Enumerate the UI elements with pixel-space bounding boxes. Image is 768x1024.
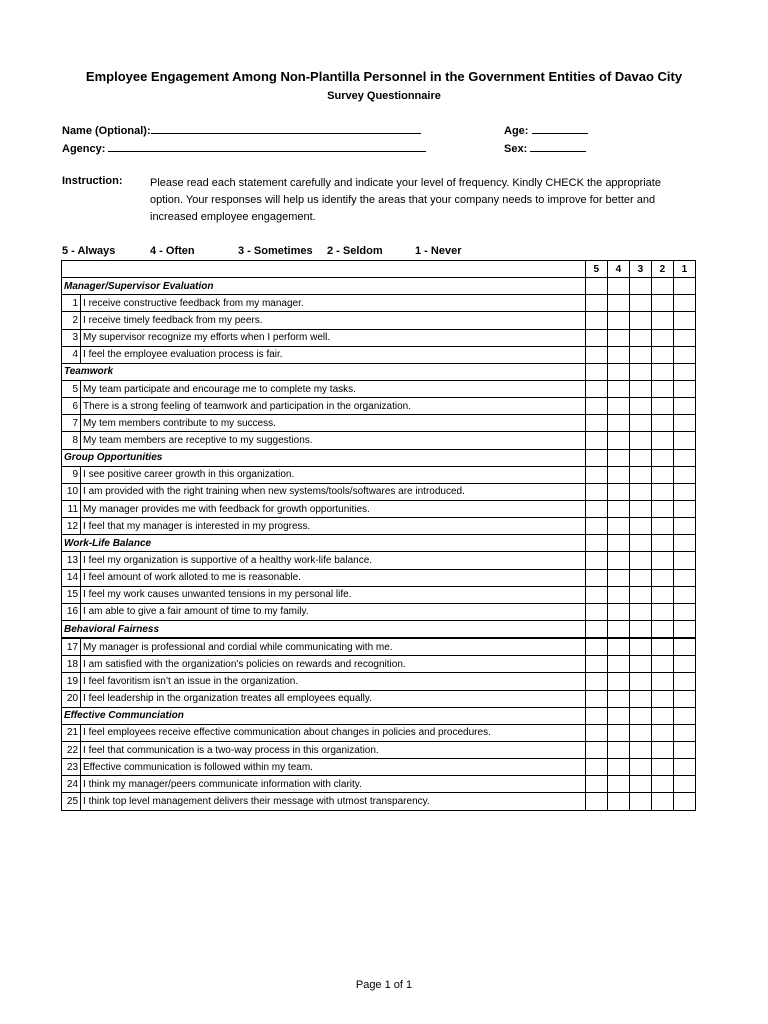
question-number: 10 <box>62 483 81 500</box>
rating-checkbox-4[interactable] <box>607 346 629 363</box>
rating-checkbox-4[interactable] <box>607 569 629 586</box>
rating-checkbox-1[interactable] <box>673 380 695 397</box>
legend-sometimes: 3 - Sometimes <box>238 245 313 257</box>
question-number: 23 <box>62 759 81 776</box>
section-blank-cell <box>629 363 651 380</box>
question-statement: I feel favoritism isn’t an issue in the organization. <box>81 673 586 690</box>
question-statement: I receive constructive feedback from my manager. <box>81 295 586 312</box>
rating-checkbox-1[interactable] <box>673 312 695 329</box>
name-label: Name (Optional): <box>62 125 151 137</box>
rating-checkbox-1[interactable] <box>673 398 695 415</box>
rating-checkbox-3[interactable] <box>629 724 651 741</box>
question-statement: I feel the employee evaluation process is fair. <box>81 346 586 363</box>
rating-checkbox-5[interactable] <box>585 741 607 758</box>
question-row <box>62 673 696 690</box>
scale-header-5: 5 <box>585 261 607 278</box>
section-row <box>62 707 696 724</box>
question-row <box>62 380 696 397</box>
question-statement: I feel my organization is supportive of a healthy work-life balance. <box>81 552 586 569</box>
section-row <box>62 363 696 380</box>
section-blank-cell <box>673 535 695 552</box>
rating-checkbox-5[interactable] <box>585 329 607 346</box>
section-blank-cell <box>629 535 651 552</box>
section-blank-cell <box>585 707 607 724</box>
rating-checkbox-5[interactable] <box>585 569 607 586</box>
rating-checkbox-5[interactable] <box>585 759 607 776</box>
rating-checkbox-5[interactable] <box>585 346 607 363</box>
rating-checkbox-5[interactable] <box>585 552 607 569</box>
rating-checkbox-4[interactable] <box>607 415 629 432</box>
rating-checkbox-3[interactable] <box>629 518 651 535</box>
rating-checkbox-4[interactable] <box>607 776 629 793</box>
rating-checkbox-1[interactable] <box>673 295 695 312</box>
rating-checkbox-1[interactable] <box>673 586 695 603</box>
rating-checkbox-5[interactable] <box>585 776 607 793</box>
rating-checkbox-5[interactable] <box>585 500 607 517</box>
rating-checkbox-5[interactable] <box>585 415 607 432</box>
question-number: 4 <box>62 346 81 363</box>
section-blank-cell <box>673 363 695 380</box>
sex-field <box>504 141 586 155</box>
rating-checkbox-2[interactable] <box>651 295 673 312</box>
question-row <box>62 741 696 758</box>
question-row <box>62 415 696 432</box>
section-blank-cell <box>673 449 695 466</box>
section-blank-cell <box>585 620 607 638</box>
question-number: 13 <box>62 552 81 569</box>
rating-checkbox-1[interactable] <box>673 759 695 776</box>
rating-checkbox-1[interactable] <box>673 776 695 793</box>
section-blank-cell <box>651 449 673 466</box>
rating-checkbox-1[interactable] <box>673 656 695 673</box>
legend-never: 1 - Never <box>415 245 462 257</box>
rating-checkbox-5[interactable] <box>585 432 607 449</box>
rating-checkbox-4[interactable] <box>607 380 629 397</box>
question-number: 1 <box>62 295 81 312</box>
rating-checkbox-3[interactable] <box>629 673 651 690</box>
section-blank-cell <box>651 707 673 724</box>
rating-checkbox-2[interactable] <box>651 500 673 517</box>
rating-checkbox-3[interactable] <box>629 741 651 758</box>
rating-checkbox-3[interactable] <box>629 603 651 620</box>
rating-checkbox-4[interactable] <box>607 329 629 346</box>
rating-checkbox-3[interactable] <box>629 586 651 603</box>
rating-checkbox-4[interactable] <box>607 432 629 449</box>
question-statement: I feel that communication is a two-way process in this organization. <box>81 741 586 758</box>
rating-checkbox-4[interactable] <box>607 586 629 603</box>
question-row <box>62 603 696 620</box>
rating-checkbox-3[interactable] <box>629 483 651 500</box>
rating-checkbox-3[interactable] <box>629 380 651 397</box>
rating-checkbox-3[interactable] <box>629 398 651 415</box>
rating-checkbox-4[interactable] <box>607 656 629 673</box>
question-row <box>62 638 696 656</box>
rating-checkbox-2[interactable] <box>651 638 673 656</box>
question-row <box>62 586 696 603</box>
question-statement: My manager is professional and cordial while communicating with me. <box>81 638 586 656</box>
rating-checkbox-5[interactable] <box>585 483 607 500</box>
section-blank-cell <box>607 449 629 466</box>
section-blank-cell <box>607 620 629 638</box>
rating-checkbox-2[interactable] <box>651 380 673 397</box>
rating-checkbox-4[interactable] <box>607 603 629 620</box>
rating-checkbox-3[interactable] <box>629 552 651 569</box>
question-statement: My team participate and encourage me to complete my tasks. <box>81 380 586 397</box>
rating-checkbox-3[interactable] <box>629 759 651 776</box>
rating-checkbox-1[interactable] <box>673 518 695 535</box>
rating-checkbox-5[interactable] <box>585 603 607 620</box>
rating-checkbox-3[interactable] <box>629 329 651 346</box>
rating-checkbox-3[interactable] <box>629 466 651 483</box>
rating-checkbox-2[interactable] <box>651 741 673 758</box>
rating-checkbox-4[interactable] <box>607 793 629 810</box>
survey-table <box>61 260 696 811</box>
rating-checkbox-4[interactable] <box>607 638 629 656</box>
section-row <box>62 535 696 552</box>
section-blank-cell <box>629 620 651 638</box>
question-statement: I feel that my manager is interested in my progress. <box>81 518 586 535</box>
rating-checkbox-2[interactable] <box>651 432 673 449</box>
question-number: 20 <box>62 690 81 707</box>
question-statement: I feel employees receive effective communication about changes in policies and procedures. <box>81 724 586 741</box>
question-row <box>62 483 696 500</box>
rating-checkbox-4[interactable] <box>607 724 629 741</box>
question-row <box>62 312 696 329</box>
section-title: Behavioral Fairness <box>62 620 586 638</box>
rating-checkbox-2[interactable] <box>651 603 673 620</box>
rating-checkbox-3[interactable] <box>629 569 651 586</box>
rating-checkbox-5[interactable] <box>585 398 607 415</box>
question-number: 11 <box>62 500 81 517</box>
rating-checkbox-2[interactable] <box>651 724 673 741</box>
rating-checkbox-2[interactable] <box>651 586 673 603</box>
rating-checkbox-2[interactable] <box>651 793 673 810</box>
section-row <box>62 620 696 638</box>
rating-checkbox-5[interactable] <box>585 586 607 603</box>
rating-checkbox-4[interactable] <box>607 398 629 415</box>
question-statement: I see positive career growth in this organization. <box>81 466 586 483</box>
rating-checkbox-1[interactable] <box>673 569 695 586</box>
section-blank-cell <box>585 449 607 466</box>
rating-checkbox-5[interactable] <box>585 793 607 810</box>
rating-checkbox-3[interactable] <box>629 312 651 329</box>
question-row <box>62 295 696 312</box>
question-row <box>62 793 696 810</box>
question-statement: I feel amount of work alloted to me is reasonable. <box>81 569 586 586</box>
instruction-text: Please read each statement carefully and indicate your level of frequency. Kindly CHECK the appropriate option. Your responses will help us identify the areas that your company needs to improve for better and increased employee engagement. <box>150 177 661 223</box>
rating-checkbox-2[interactable] <box>651 312 673 329</box>
question-statement: I think my manager/peers communicate information with clarity. <box>81 776 586 793</box>
rating-checkbox-2[interactable] <box>651 483 673 500</box>
question-number: 25 <box>62 793 81 810</box>
rating-checkbox-2[interactable] <box>651 569 673 586</box>
section-title: Group Opportunities <box>62 449 586 466</box>
question-row <box>62 466 696 483</box>
scale-header-1: 1 <box>673 261 695 278</box>
rating-checkbox-1[interactable] <box>673 741 695 758</box>
sex-input-line[interactable] <box>530 141 586 152</box>
rating-checkbox-3[interactable] <box>629 500 651 517</box>
section-blank-cell <box>629 278 651 295</box>
question-number: 16 <box>62 603 81 620</box>
question-number: 14 <box>62 569 81 586</box>
question-statement: I think top level management delivers their message with utmost transparency. <box>81 793 586 810</box>
question-row <box>62 656 696 673</box>
rating-checkbox-1[interactable] <box>673 793 695 810</box>
rating-checkbox-5[interactable] <box>585 673 607 690</box>
rating-checkbox-5[interactable] <box>585 690 607 707</box>
rating-checkbox-1[interactable] <box>673 690 695 707</box>
question-row <box>62 569 696 586</box>
header-blank-cell <box>62 261 586 278</box>
rating-checkbox-2[interactable] <box>651 346 673 363</box>
rating-checkbox-3[interactable] <box>629 415 651 432</box>
sex-label: Sex: <box>504 143 528 155</box>
rating-checkbox-2[interactable] <box>651 518 673 535</box>
rating-checkbox-1[interactable] <box>673 346 695 363</box>
section-blank-cell <box>607 535 629 552</box>
rating-checkbox-5[interactable] <box>585 518 607 535</box>
rating-checkbox-4[interactable] <box>607 673 629 690</box>
question-row <box>62 552 696 569</box>
question-statement: There is a strong feeling of teamwork and participation in the organization. <box>81 398 586 415</box>
rating-checkbox-1[interactable] <box>673 552 695 569</box>
rating-checkbox-3[interactable] <box>629 776 651 793</box>
agency-field <box>62 141 426 155</box>
rating-checkbox-5[interactable] <box>585 638 607 656</box>
rating-checkbox-1[interactable] <box>673 483 695 500</box>
question-row <box>62 690 696 707</box>
scale-header-2: 2 <box>651 261 673 278</box>
question-number: 19 <box>62 673 81 690</box>
rating-checkbox-3[interactable] <box>629 432 651 449</box>
rating-checkbox-2[interactable] <box>651 690 673 707</box>
rating-checkbox-3[interactable] <box>629 656 651 673</box>
rating-checkbox-5[interactable] <box>585 312 607 329</box>
section-blank-cell <box>629 449 651 466</box>
rating-checkbox-4[interactable] <box>607 466 629 483</box>
section-title: Manager/Supervisor Evaluation <box>62 278 586 295</box>
question-row <box>62 346 696 363</box>
question-number: 15 <box>62 586 81 603</box>
section-blank-cell <box>607 278 629 295</box>
section-blank-cell <box>651 278 673 295</box>
agency-label: Agency: <box>62 143 106 155</box>
question-number: 21 <box>62 724 81 741</box>
legend-always: 5 - Always <box>62 245 116 257</box>
question-row <box>62 432 696 449</box>
section-blank-cell <box>629 707 651 724</box>
instruction-label: Instruction: <box>62 175 123 187</box>
scale-header-4: 4 <box>607 261 629 278</box>
question-number: 5 <box>62 380 81 397</box>
section-blank-cell <box>585 535 607 552</box>
question-row <box>62 776 696 793</box>
legend-seldom: 2 - Seldom <box>327 245 383 257</box>
rating-checkbox-4[interactable] <box>607 741 629 758</box>
question-number: 8 <box>62 432 81 449</box>
question-statement: I receive timely feedback from my peers. <box>81 312 586 329</box>
rating-checkbox-1[interactable] <box>673 466 695 483</box>
legend-often: 4 - Often <box>150 245 195 257</box>
page-footer: Page 1 of 1 <box>355 979 413 991</box>
section-title: Effective Communciation <box>62 707 586 724</box>
question-number: 12 <box>62 518 81 535</box>
rating-checkbox-3[interactable] <box>629 638 651 656</box>
rating-checkbox-1[interactable] <box>673 329 695 346</box>
rating-checkbox-2[interactable] <box>651 656 673 673</box>
question-number: 2 <box>62 312 81 329</box>
agency-input-line[interactable] <box>108 141 426 152</box>
section-blank-cell <box>673 707 695 724</box>
rating-checkbox-5[interactable] <box>585 380 607 397</box>
rating-checkbox-5[interactable] <box>585 466 607 483</box>
rating-checkbox-4[interactable] <box>607 312 629 329</box>
question-statement: I am provided with the right training when new systems/tools/softwares are introduced. <box>81 483 586 500</box>
section-blank-cell <box>673 620 695 638</box>
rating-checkbox-1[interactable] <box>673 724 695 741</box>
name-field <box>62 123 421 137</box>
rating-checkbox-1[interactable] <box>673 673 695 690</box>
rating-checkbox-2[interactable] <box>651 759 673 776</box>
rating-checkbox-2[interactable] <box>651 398 673 415</box>
question-number: 24 <box>62 776 81 793</box>
question-number: 18 <box>62 656 81 673</box>
question-statement: My team members are receptive to my suggestions. <box>81 432 586 449</box>
section-row <box>62 449 696 466</box>
rating-checkbox-4[interactable] <box>607 295 629 312</box>
rating-checkbox-1[interactable] <box>673 638 695 656</box>
rating-checkbox-2[interactable] <box>651 552 673 569</box>
age-label: Age: <box>504 125 529 137</box>
question-statement: My supervisor recognize my efforts when I perform well. <box>81 329 586 346</box>
rating-checkbox-4[interactable] <box>607 552 629 569</box>
scale-header-row <box>62 261 696 278</box>
section-blank-cell <box>607 707 629 724</box>
question-statement: I am able to give a fair amount of time to my family. <box>81 603 586 620</box>
rating-checkbox-4[interactable] <box>607 759 629 776</box>
rating-checkbox-5[interactable] <box>585 656 607 673</box>
question-number: 9 <box>62 466 81 483</box>
section-title: Work-Life Balance <box>62 535 586 552</box>
scale-header-3: 3 <box>629 261 651 278</box>
rating-checkbox-2[interactable] <box>651 329 673 346</box>
question-statement: Effective communication is followed within my team. <box>81 759 586 776</box>
question-number: 17 <box>62 638 81 656</box>
rating-checkbox-5[interactable] <box>585 295 607 312</box>
section-blank-cell <box>651 620 673 638</box>
document-title: Employee Engagement Among Non-Plantilla Personnel in the Government Entities of Davao City <box>85 69 683 84</box>
question-row <box>62 724 696 741</box>
section-blank-cell <box>651 363 673 380</box>
rating-checkbox-2[interactable] <box>651 673 673 690</box>
rating-checkbox-1[interactable] <box>673 415 695 432</box>
rating-checkbox-4[interactable] <box>607 518 629 535</box>
section-blank-cell <box>607 363 629 380</box>
question-number: 6 <box>62 398 81 415</box>
question-statement: My tem members contribute to my success. <box>81 415 586 432</box>
question-number: 22 <box>62 741 81 758</box>
rating-checkbox-4[interactable] <box>607 483 629 500</box>
section-row <box>62 278 696 295</box>
question-row <box>62 329 696 346</box>
rating-checkbox-4[interactable] <box>607 500 629 517</box>
age-input-line[interactable] <box>532 123 588 134</box>
rating-checkbox-5[interactable] <box>585 724 607 741</box>
rating-checkbox-3[interactable] <box>629 793 651 810</box>
question-statement: My manager provides me with feedback for growth opportunities. <box>81 500 586 517</box>
question-row <box>62 500 696 517</box>
question-statement: I feel my work causes unwanted tensions in my personal life. <box>81 586 586 603</box>
question-row <box>62 518 696 535</box>
rating-checkbox-1[interactable] <box>673 603 695 620</box>
question-statement: I am satisfied with the organization's policies on rewards and recognition. <box>81 656 586 673</box>
rating-checkbox-1[interactable] <box>673 432 695 449</box>
rating-checkbox-1[interactable] <box>673 500 695 517</box>
rating-checkbox-3[interactable] <box>629 346 651 363</box>
section-blank-cell <box>585 363 607 380</box>
rating-checkbox-2[interactable] <box>651 776 673 793</box>
question-row <box>62 398 696 415</box>
age-field <box>504 123 588 137</box>
section-blank-cell <box>585 278 607 295</box>
rating-checkbox-2[interactable] <box>651 466 673 483</box>
document-subtitle: Survey Questionnaire <box>327 90 441 102</box>
question-row <box>62 759 696 776</box>
name-input-line[interactable] <box>151 123 421 134</box>
rating-checkbox-3[interactable] <box>629 295 651 312</box>
section-blank-cell <box>651 535 673 552</box>
question-number: 7 <box>62 415 81 432</box>
rating-checkbox-3[interactable] <box>629 690 651 707</box>
rating-checkbox-4[interactable] <box>607 690 629 707</box>
question-number: 3 <box>62 329 81 346</box>
rating-checkbox-2[interactable] <box>651 415 673 432</box>
section-title: Teamwork <box>62 363 586 380</box>
section-blank-cell <box>673 278 695 295</box>
question-statement: I feel leadership in the organization treates all employees equally. <box>81 690 586 707</box>
